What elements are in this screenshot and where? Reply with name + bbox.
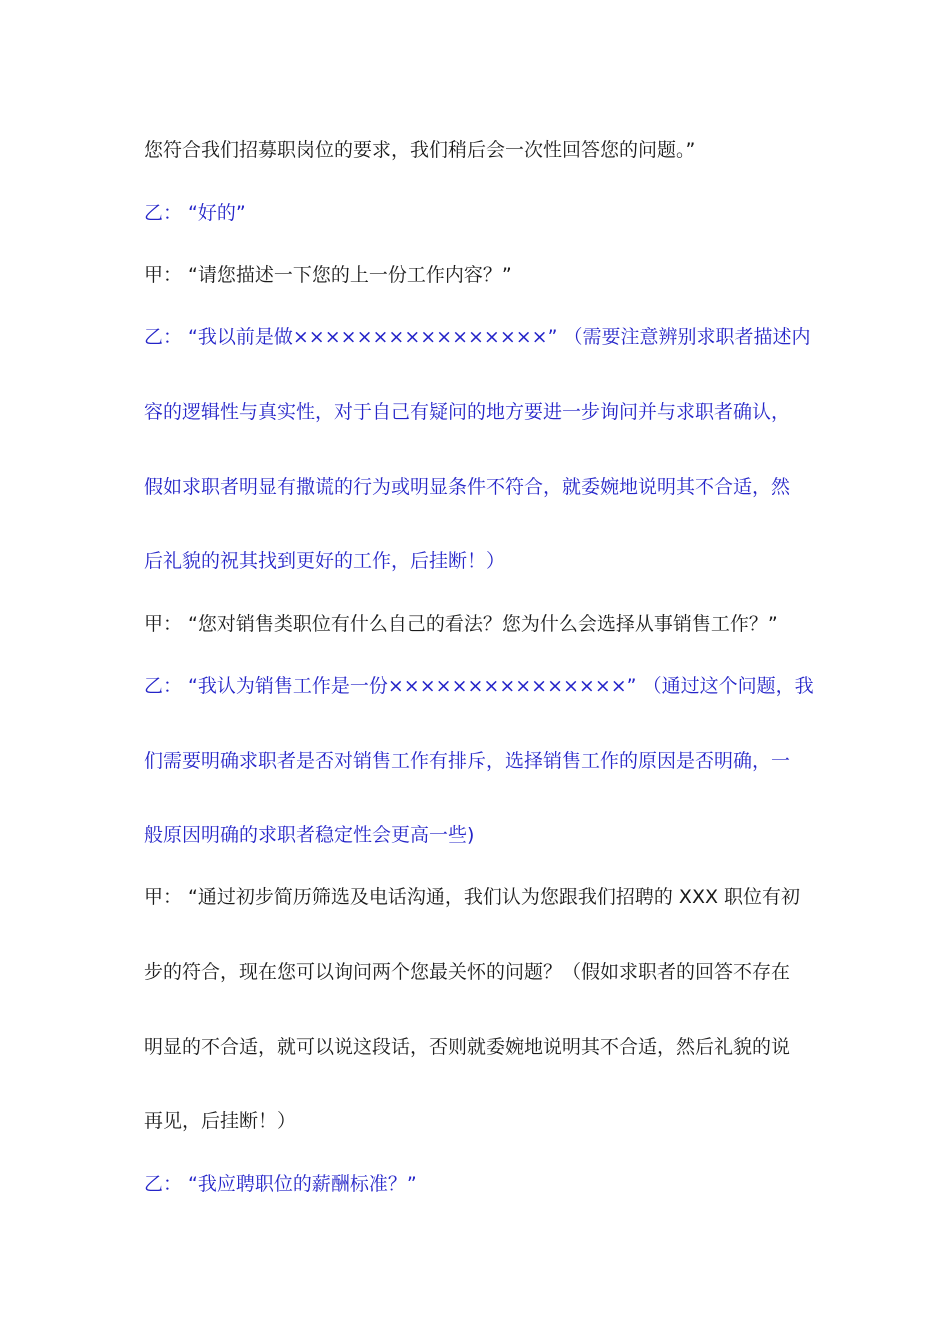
text-line-15: 再见，后挂断！）	[144, 1110, 297, 1132]
text-line-16: 乙： “我应聘职位的薪酬标准？”	[144, 1173, 417, 1195]
text-line-6: 假如求职者明显有撒谎的行为或明显条件不符合，就委婉地说明其不合适，然	[144, 476, 791, 498]
text-line-5: 容的逻辑性与真实性，对于自己有疑问的地方要进一步询问并与求职者确认，	[144, 401, 791, 423]
text-line-11: 般原因明确的求职者稳定性会更高一些)	[144, 824, 475, 846]
text-line-3: 甲： “请您描述一下您的上一份工作内容？”	[144, 264, 512, 286]
text-line-2: 乙： “好的”	[144, 202, 246, 224]
text-line-8: 甲： “您对销售类职位有什么自己的看法？您为什么会选择从事销售工作？”	[144, 613, 778, 635]
text-line-13: 步的符合，现在您可以询问两个您最关怀的问题？（假如求职者的回答不存在	[144, 961, 791, 983]
text-line-1: 您符合我们招募职岗位的要求，我们稍后会一次性回答您的问题。”	[144, 139, 696, 161]
text-line-10: 们需要明确求职者是否对销售工作有排斥，选择销售工作的原因是否明确，一	[144, 750, 791, 772]
text-line-14: 明显的不合适，就可以说这段话，否则就委婉地说明其不合适，然后礼貌的说	[144, 1036, 791, 1058]
text-line-4: 乙： “我以前是做××××××××××××××××” （需要注意辨别求职者描述内	[144, 326, 811, 348]
text-line-12: 甲： “通过初步简历筛选及电话沟通，我们认为您跟我们招聘的 XXX 职位有初	[144, 886, 801, 908]
text-line-7: 后礼貌的祝其找到更好的工作，后挂断！）	[144, 550, 506, 572]
text-line-9: 乙： “我认为销售工作是一份×××××××××××××××” （通过这个问题，我	[144, 675, 814, 697]
